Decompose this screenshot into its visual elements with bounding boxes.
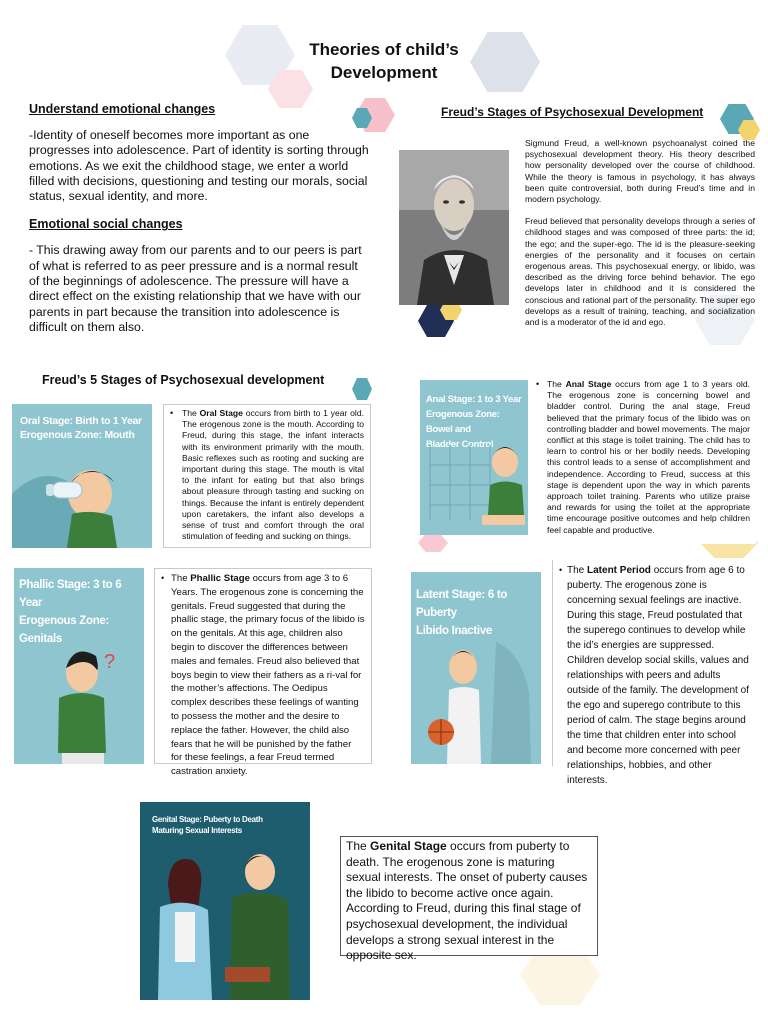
question-mark-icon: ?: [104, 651, 116, 673]
oral-stage-description: [163, 404, 371, 548]
latent-text: occurs from age 6 to puberty. The erogenous zone is concerning sexual feelings are inactive. During this stage, Freud postulated that the superego continues to develop while the id’s energies are suppressed. Children develop social skills, values and relationships with peers and adults outside of the family. The development of the ego and superego contribute to this period of calm. The stage begins around the time that children enter into school and become more concerned with peer relationships, hobbies, and other interests.: [567, 565, 749, 786]
anal-stage-term: Anal Stage: [565, 379, 612, 389]
oral-caption-line1: Oral Stage: Birth to 1 Year: [20, 415, 142, 427]
anal-text: occurs from age 1 to 3 years old. The erogenous zone is concerning bowel and bladder control. During the anal stage, Freud believed that the primary focus of the libido was on controlling bladder and bowel movements. The major conflict at this stage is toilet training. The child has to learn to control his or her bodily needs. Developing this control leads to a sense of accomplishment and independence. According to Freud, success at this stage is dependent upon the way in which parents approach toilet training. Parents who utilize praise and rewards for using the toilet at the appropriate time encourage positive outcomes and help children feel capable and productive.: [547, 379, 750, 535]
phallic-stage-description: [154, 568, 372, 778]
page-title: [0, 38, 768, 84]
oral-stage-image: [12, 404, 152, 548]
bullet-icon: •: [536, 379, 540, 389]
genital-stage-term: Genital Stage: [370, 839, 447, 853]
oral-stage-term: Oral Stage: [199, 408, 243, 418]
oral-text: occurs from birth to 1 year old. The erogenous zone is the mouth. According to Freud, during this stage, the infant interacts with its environment primarily with the mouth. Basic reflexes such as rooting and sucking are important during this stage. The mouth is vital to the infant for eating but that also brings about pleasure through tasting and sucking on things. Because the infant is entirely dependent upon caretakers, the infant also develops a sense of trust and comfort through the oral stimulation of feeding and sucking on things.: [182, 408, 364, 542]
social-paragraph: - This drawing away from our parents and to our peers is part of what is referred to as peer pressure and is a normal result of the beginnings of adolescence. The pressure will have a direct effect on the existing relationship that we have with our parents in part because the transition into adolescence is difficult on them also.: [29, 243, 362, 334]
emotional-paragraph: -Identity of oneself becomes more important as one progresses into adolescence. Part of identity is sorting through emotions. As we exit the childhood stage, we enter a world filled with decisions, questioning and testing our morals, social status, sexual identity, and more.: [29, 128, 369, 204]
phallic-pre: The: [171, 573, 191, 584]
genital-stage-caption: [152, 814, 263, 836]
anal-pre: The: [547, 379, 566, 389]
bullet-icon: •: [161, 573, 165, 583]
anal-caption-line4: Bladder Control: [426, 439, 494, 450]
page-title-line1: Theories of child’s: [309, 40, 459, 59]
stages-heading: Freud’s 5 Stages of Psychosexual development: [42, 373, 325, 387]
latent-pre: The: [567, 565, 588, 576]
emotional-section: [29, 102, 371, 335]
anal-stage-image: [420, 380, 528, 535]
social-heading: Emotional social changes: [29, 217, 183, 232]
latent-caption-line1: Latent Stage: 6 to Puberty: [416, 589, 508, 619]
phallic-caption-line1: Phallic Stage: 3 to 6 Year: [19, 579, 122, 609]
phallic-stage-image: [14, 568, 144, 764]
anal-caption-line2: Erogenous Zone:: [426, 409, 500, 420]
genital-caption-line1: Genital Stage: Puberty to Death: [152, 815, 263, 824]
page-title-line2: Development: [330, 63, 438, 82]
bullet-icon: •: [559, 565, 563, 575]
phallic-stage-term: Phallic Stage: [190, 573, 250, 584]
boy-basketball-illustration: [411, 632, 541, 764]
decor-hexagon: [418, 534, 448, 552]
freud-intro-para2: Freud believed that personality develops through a series of childhood stages and was composed of three parts: the id; the ego; and the super-ego. The id is the pleasure-seeking energies of the personality and it focuses on certain erogenous areas. This psychosexual energy, or libido, was described as the driving force behind behavior. The ego develops later in childhood and it is considered the conscious and rational part of the personality. The super ego develops as a result of training, teaching, and socialization and is a moderator of the id and ego.: [525, 216, 755, 328]
latent-stage-image: [411, 572, 541, 764]
boy-thinking-illustration: [14, 628, 144, 764]
bullet-icon: •: [170, 408, 174, 418]
freud-portrait: [399, 150, 509, 305]
latent-stage-term: Latent Period: [587, 565, 651, 576]
freud-intro-para1: Sigmund Freud, a well-known psychoanalyst coined the psychosexual development theory. His theory described how personality developed over the course of childhood. While the theory is famous in psychology, it has always been quite controversial, both during Freud’s time and in modern psychology.: [525, 138, 755, 205]
oral-stage-caption: [20, 414, 142, 442]
freud-intro-heading: Freud’s Stages of Psychosexual Development: [441, 105, 704, 119]
genital-caption-line2: Maturing Sexual Interests: [152, 826, 242, 835]
freud-portrait-svg: [399, 150, 509, 305]
latent-stage-description: [552, 560, 758, 786]
genital-text: occurs from puberty to death. The erogenous zone is maturing sexual interests. The onset of puberty causes the libido to become active once again. According to Freud, during this final stage of psychosexual development, the individual develops a strong sexual interest in the opposite sex.: [346, 839, 588, 963]
genital-stage-image: [140, 802, 310, 1000]
genital-stage-description: [340, 836, 598, 963]
decor-hexagon: [352, 378, 372, 400]
phallic-caption-line2: Erogenous Zone: Genitals: [19, 615, 110, 645]
anal-caption-line3: Bowel and: [426, 424, 471, 435]
teen-couple-illustration: [140, 842, 310, 1000]
anal-caption-line1: Anal Stage: 1 to 3 Year: [426, 394, 522, 405]
oral-caption-line2: Erogenous Zone: Mouth: [20, 429, 135, 441]
baby-drinking-illustration: [12, 454, 152, 548]
anal-stage-description: [530, 376, 756, 544]
freud-intro-text: [525, 138, 755, 328]
toddler-toilet-illustration: [420, 440, 528, 535]
genital-pre: The: [346, 839, 371, 853]
emotional-heading: Understand emotional changes: [29, 102, 216, 116]
phallic-text: occurs from age 3 to 6 Years. The erogenous zone is concerning the genitals. Freud suggested that during the phallic stage, the primary focus of the libido is on the genitals. At this age, children also begin to discover the differences between males and females. Freud also believed that boys begin to view their fathers as a ri-val for the mother’s affections. The Oedipus complex describes these feelings of wanting to possess the mother and the desire to replace the father. However, the child also fears that he will be punished by the father for these feelings, a fear Freud termed castration anxiety.: [171, 573, 365, 778]
latent-caption-line2: Libido Inactive: [416, 625, 493, 637]
oral-pre: The: [182, 408, 200, 418]
